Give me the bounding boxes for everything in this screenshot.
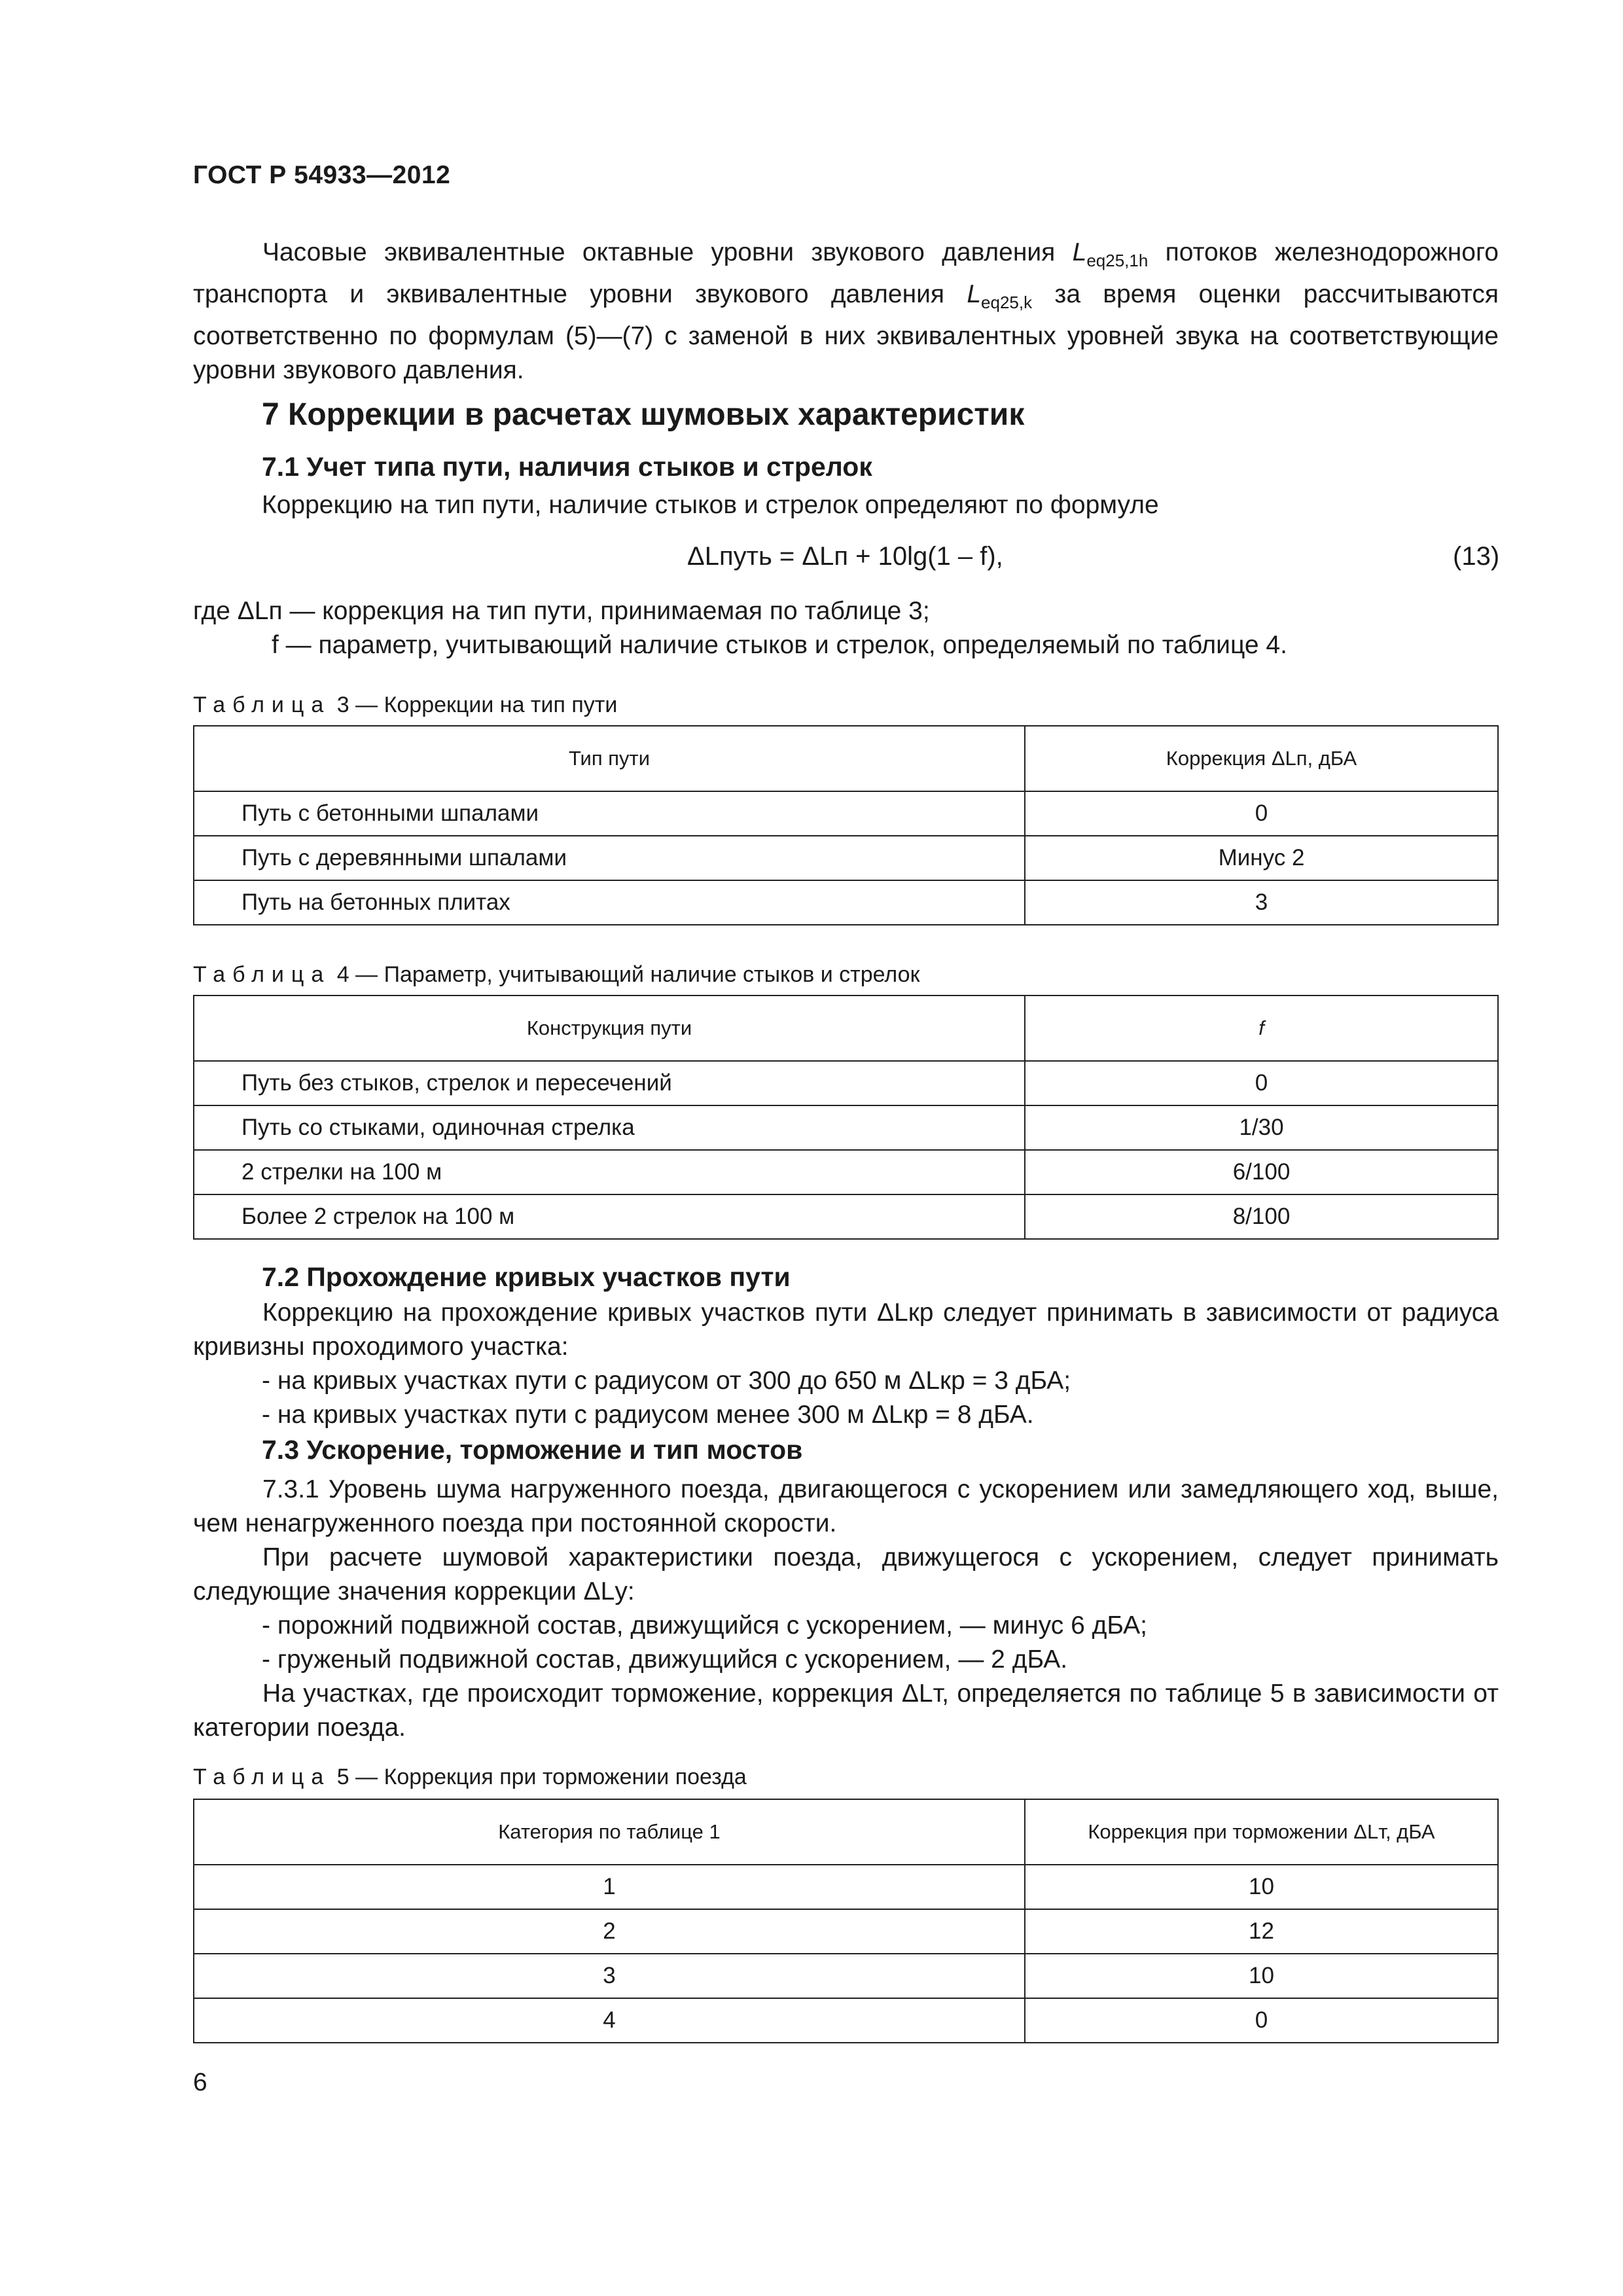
section-7-2-bullet: - на кривых участках пути с радиусом от 300 до 650 м ΔLкр = 3 дБА; bbox=[262, 1367, 1071, 1395]
section-7-3-bullet: - порожний подвижной состав, движущийся с ускорением, — минус 6 дБА; bbox=[262, 1611, 1147, 1640]
section-7-3-paragraph-2: При расчете шумовой характеристики поезда, движущегося с ускорением, следует принимать следующие значения коррекции ΔLу: bbox=[193, 1543, 1499, 1605]
where-line-2: f — параметр, учитывающий наличие стыков и стрелок, определяемый по таблице 4. bbox=[272, 631, 1287, 659]
table-3 bbox=[193, 725, 1499, 925]
section-7-1-title: 7.1 Учет типа пути, наличия стыков и стрелок bbox=[262, 452, 872, 482]
table-header-cell: Конструкция пути bbox=[194, 996, 1025, 1061]
section-7-2-text: Коррекцию на прохождение кривых участков пути ΔLкр следует принимать в зависимости от радиуса кривизны проходимого участка: bbox=[193, 1299, 1499, 1361]
section-7-title: 7 Коррекции в расчетах шумовых характеристик bbox=[262, 397, 1025, 432]
formula-number: (13) bbox=[1453, 542, 1500, 571]
table-cell: Путь с деревянными шпалами bbox=[194, 836, 1025, 880]
intro-paragraph: Часовые эквивалентные октавные уровни звукового давления $L_{eq25,1h}$ потоков железнодорожного транспорта и эквивалентные уровни звукового давления $L_{eq25,k}$ за время оценки рассчитываются соответственно по формулам (5)—(7) с заменой в них эквивалентных уровней звука на соответствующие уровни звукового давления. bbox=[193, 238, 1499, 384]
table-5 bbox=[193, 1799, 1499, 2043]
page-number: 6 bbox=[193, 2068, 207, 2096]
table-5-caption: Таблица 5 — Коррекция при торможении поезда bbox=[193, 1765, 747, 1789]
table-cell: Путь с бетонными шпалами bbox=[194, 791, 1025, 836]
table-cell: 2 bbox=[194, 1909, 1025, 1954]
table-cell: 3 bbox=[194, 1954, 1025, 1998]
table-header-cell: Коррекция при торможении ΔLт, дБА bbox=[1025, 1799, 1498, 1865]
table-row bbox=[194, 1998, 1498, 2043]
table-cell: Путь на бетонных плитах bbox=[194, 880, 1025, 925]
table-header-cell: Категория по таблице 1 bbox=[194, 1799, 1025, 1865]
section-7-3-paragraph-3: На участках, где происходит торможение, коррекция ΔLт, определяется по таблице 5 в зависимости от категории поезда. bbox=[193, 1679, 1499, 1742]
table-cell: 0 bbox=[1025, 791, 1498, 836]
table-cell: 4 bbox=[194, 1998, 1025, 2043]
formula-13: ΔLпуть = ΔLп + 10lg(1 – f), bbox=[687, 542, 1003, 571]
table-cell: Более 2 стрелок на 100 м bbox=[194, 1194, 1025, 1239]
table-cell: 12 bbox=[1025, 1909, 1498, 1954]
table-header-row bbox=[194, 996, 1498, 1061]
table-cell: 3 bbox=[1025, 880, 1498, 925]
table-cell: 10 bbox=[1025, 1954, 1498, 1998]
table-row bbox=[194, 1954, 1498, 1998]
table-cell: 10 bbox=[1025, 1865, 1498, 1909]
table-row bbox=[194, 836, 1498, 880]
section-7-3-title: 7.3 Ускорение, торможение и тип мостов bbox=[262, 1435, 803, 1465]
table-cell: 6/100 bbox=[1025, 1150, 1498, 1194]
table-row bbox=[194, 1105, 1498, 1150]
table-header-cell: Тип пути bbox=[194, 726, 1025, 791]
table-row bbox=[194, 880, 1498, 925]
section-7-3-bullet: - груженый подвижной состав, движущийся с ускорением, — 2 дБА. bbox=[262, 1645, 1068, 1674]
section-7-2-title: 7.2 Прохождение кривых участков пути bbox=[262, 1262, 791, 1292]
table-4-caption: Таблица 4 — Параметр, учитывающий наличие стыков и стрелок bbox=[193, 962, 920, 987]
table-row bbox=[194, 1061, 1498, 1105]
section-7-2-bullet: - на кривых участках пути с радиусом менее 300 м ΔLкр = 8 дБА. bbox=[262, 1401, 1034, 1429]
table-row bbox=[194, 1194, 1498, 1239]
table-3-caption: Таблица 3 — Коррекции на тип пути bbox=[193, 692, 618, 717]
table-cell: 0 bbox=[1025, 1061, 1498, 1105]
table-cell: Путь без стыков, стрелок и пересечений bbox=[194, 1061, 1025, 1105]
table-header-row bbox=[194, 726, 1498, 791]
table-header-cell: Коррекция ΔLп, дБА bbox=[1025, 726, 1498, 791]
table-cell: 8/100 bbox=[1025, 1194, 1498, 1239]
table-cell: 2 стрелки на 100 м bbox=[194, 1150, 1025, 1194]
table-cell: 1 bbox=[194, 1865, 1025, 1909]
table-4 bbox=[193, 995, 1499, 1240]
table-cell: 1/30 bbox=[1025, 1105, 1498, 1150]
table-header-cell: f bbox=[1025, 996, 1498, 1061]
section-7-1-text: Коррекцию на тип пути, наличие стыков и стрелок определяют по формуле bbox=[262, 491, 1159, 519]
table-cell: 0 bbox=[1025, 1998, 1498, 2043]
table-row bbox=[194, 1909, 1498, 1954]
table-row bbox=[194, 791, 1498, 836]
table-row bbox=[194, 1150, 1498, 1194]
table-cell: Минус 2 bbox=[1025, 836, 1498, 880]
section-7-3-paragraph-1: 7.3.1 Уровень шума нагруженного поезда, двигающегося с ускорением или замедляющего ход, выше, чем ненагруженного поезда при постоянной скорости. bbox=[193, 1475, 1499, 1537]
table-row bbox=[194, 1865, 1498, 1909]
document-id-header: ГОСТ Р 54933—2012 bbox=[193, 161, 451, 189]
table-header-row bbox=[194, 1799, 1498, 1865]
where-line-1: где ΔLп — коррекция на тип пути, принимаемая по таблице 3; bbox=[193, 597, 930, 625]
table-cell: Путь со стыками, одиночная стрелка bbox=[194, 1105, 1025, 1150]
